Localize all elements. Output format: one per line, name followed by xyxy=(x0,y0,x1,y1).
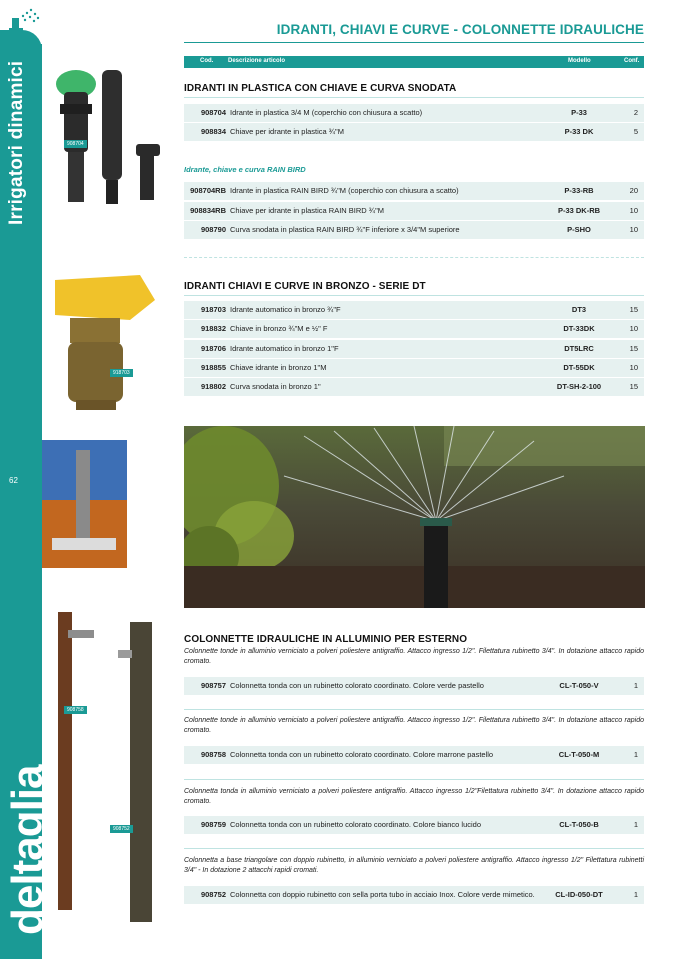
row-code: 908757 xyxy=(200,681,226,690)
row-model: DT5LRC xyxy=(564,344,594,353)
row-code: 908704RB xyxy=(190,186,226,195)
row-code: 908790 xyxy=(200,225,226,234)
table-row xyxy=(184,320,644,338)
page-number: 62 xyxy=(9,476,18,485)
row-qty: 10 xyxy=(629,206,638,215)
row-qty: 15 xyxy=(629,382,638,391)
row-desc: Idrante in plastica 3/4 M (coperchio con chiusura a scatto) xyxy=(230,108,423,117)
garden-columns-image xyxy=(46,610,166,922)
image-tag: 908752 xyxy=(110,825,133,833)
row-code: 908758 xyxy=(200,750,226,759)
row-code: 908759 xyxy=(200,820,226,829)
row-desc: Idrante automatico in bronzo ¾"F xyxy=(230,305,341,314)
table-row xyxy=(184,378,644,396)
row-qty: 15 xyxy=(629,305,638,314)
row-code: 908752 xyxy=(200,890,226,899)
divider xyxy=(184,848,644,849)
section-title-columns: COLONNETTE IDRAULICHE IN ALLUMINIO PER ESTERNO xyxy=(184,634,468,645)
row-code: 918703 xyxy=(200,305,226,314)
row-qty: 10 xyxy=(629,225,638,234)
table-row xyxy=(184,202,644,220)
row-desc: Colonnetta tonda con un rubinetto colorato coordinato. Colore verde pastello xyxy=(230,681,484,690)
row-model: P-33 xyxy=(571,108,587,117)
row-code: 908704 xyxy=(200,108,226,117)
table-row xyxy=(184,221,644,239)
row-qty: 15 xyxy=(629,344,638,353)
description-paragraph: Colonnette tonde in alluminio verniciato a polveri poliestere antigraffio. Attacco ingresso 1/2". Filettatura rubinetto 3/4". In dotazione attacco rapido cromato. xyxy=(184,717,644,734)
row-desc: Idrante in plastica RAIN BIRD ¾"M (coperchio con chiusura a scatto) xyxy=(230,186,459,195)
row-model: P-33 DK xyxy=(564,127,594,136)
row-code: 908834RB xyxy=(190,206,226,215)
row-model: DT-55DK xyxy=(563,363,595,372)
col-code: Cod. xyxy=(200,58,214,64)
row-qty: 10 xyxy=(629,324,638,333)
image-tag: 908704 xyxy=(64,140,87,148)
col-description: Descrizione articolo xyxy=(228,58,286,64)
row-code: 918855 xyxy=(200,363,226,372)
row-qty: 2 xyxy=(633,108,638,117)
row-desc: Colonnetta con doppio rubinetto con sella porta tubo in acciaio Inox. Colore verde mimetico. xyxy=(230,890,535,899)
table-row xyxy=(184,104,644,122)
row-code: 918706 xyxy=(200,344,226,353)
row-model: P-SHO xyxy=(567,225,591,234)
row-qty: 1 xyxy=(633,820,638,829)
description-paragraph: Colonnette tonde in alluminio verniciato a polveri poliestere antigraffio. Attacco ingresso 1/2". Filettatura rubinetto 3/4". In dotazione attacco rapido cromato. xyxy=(184,648,644,665)
row-desc: Chiave per idrante in plastica ¾"M xyxy=(230,127,344,136)
table-row xyxy=(184,816,644,834)
brand-logo: deltaglia xyxy=(3,765,52,935)
divider xyxy=(184,97,644,98)
row-desc: Curva snodata in plastica RAIN BIRD ¾"F inferiore x 3/4"M superiore xyxy=(230,225,460,234)
row-desc: Chiave idrante in bronzo 1"M xyxy=(230,363,327,372)
row-model: CL-ID-050-DT xyxy=(555,890,603,899)
row-qty: 1 xyxy=(633,750,638,759)
row-desc: Colonnetta tonda con un rubinetto colorato coordinato. Colore marrone pastello xyxy=(230,750,494,759)
table-header xyxy=(184,56,644,68)
row-model: DT-33DK xyxy=(563,324,595,333)
col-model: Modello xyxy=(568,58,591,64)
divider xyxy=(184,709,644,710)
sidebar-section-label: Irrigatori dinamici xyxy=(6,60,27,225)
row-code: 918802 xyxy=(200,382,226,391)
image-tag: 918703 xyxy=(110,369,133,377)
table-row xyxy=(184,886,644,904)
description-paragraph: Colonnetta a base triangolare con doppio rubinetto, in alluminio verniciato a polveri poliestere antigraffio. Attacco ingresso 1/2" Filettatura rubinetti 3/4" - In dotazione 2 attacchi rapidi cromati. xyxy=(184,857,644,874)
row-qty: 10 xyxy=(629,363,638,372)
row-code: 908834 xyxy=(200,127,226,136)
image-tag: 908758 xyxy=(64,706,87,714)
table-row xyxy=(184,123,644,141)
plastic-hydrant-image xyxy=(40,64,180,210)
row-model: CL-T-050-B xyxy=(559,820,599,829)
row-qty: 1 xyxy=(633,890,638,899)
divider xyxy=(184,779,644,780)
section-title-plastic: IDRANTI IN PLASTICA CON CHIAVE E CURVA SNODATA xyxy=(184,83,457,94)
row-code: 918832 xyxy=(200,324,226,333)
col-qty: Conf. xyxy=(624,58,640,64)
row-qty: 5 xyxy=(633,127,638,136)
row-qty: 1 xyxy=(633,681,638,690)
row-desc: Chiave per idrante in plastica RAIN BIRD ¾"M xyxy=(230,206,384,215)
row-desc: Chiave in bronzo ¾"M e ½" F xyxy=(230,324,328,333)
description-paragraph: Colonnetta tonda in alluminio verniciato a polveri poliestere antigraffio. Attacco ingresso 1/2"Filettatura rubinetto 3/4". In dotazione attacco rapido cromato. xyxy=(184,788,644,805)
row-qty: 20 xyxy=(629,186,638,195)
row-model: P-33 DK-RB xyxy=(557,206,601,215)
table-row xyxy=(184,340,644,358)
sprinkler-photo xyxy=(184,426,645,608)
row-model: CL-T-050-V xyxy=(559,681,599,690)
row-desc: Colonnetta tonda con un rubinetto colorato coordinato. Colore bianco lucido xyxy=(230,820,482,829)
table-row xyxy=(184,677,644,695)
row-model: CL-T-050-M xyxy=(558,750,600,759)
section-title-bronze: IDRANTI CHIAVI E CURVE IN BRONZO - SERIE DT xyxy=(184,281,426,292)
row-model: P-33-RB xyxy=(564,186,594,195)
bronze-hydrant-image xyxy=(50,270,160,415)
row-desc: Curva snodata in bronzo 1" xyxy=(230,382,321,391)
sprinkler-logo-icon xyxy=(9,6,41,32)
divider xyxy=(184,295,644,296)
title-rule xyxy=(184,42,644,43)
dashed-divider xyxy=(184,257,644,258)
subsection-title-rainbird: Idrante, chiave e curva RAIN BIRD xyxy=(184,165,306,174)
row-model: DT-SH-2-100 xyxy=(556,382,602,391)
table-row xyxy=(184,182,644,200)
row-model: DT3 xyxy=(571,305,587,314)
table-row xyxy=(184,746,644,764)
hydrant-installation-diagram xyxy=(42,440,127,568)
table-row xyxy=(184,359,644,377)
page-title: IDRANTI, CHIAVI E CURVE - COLONNETTE IDRAULICHE xyxy=(276,22,644,37)
row-desc: Idrante automatico in bronzo 1"F xyxy=(230,344,339,353)
table-row xyxy=(184,301,644,319)
